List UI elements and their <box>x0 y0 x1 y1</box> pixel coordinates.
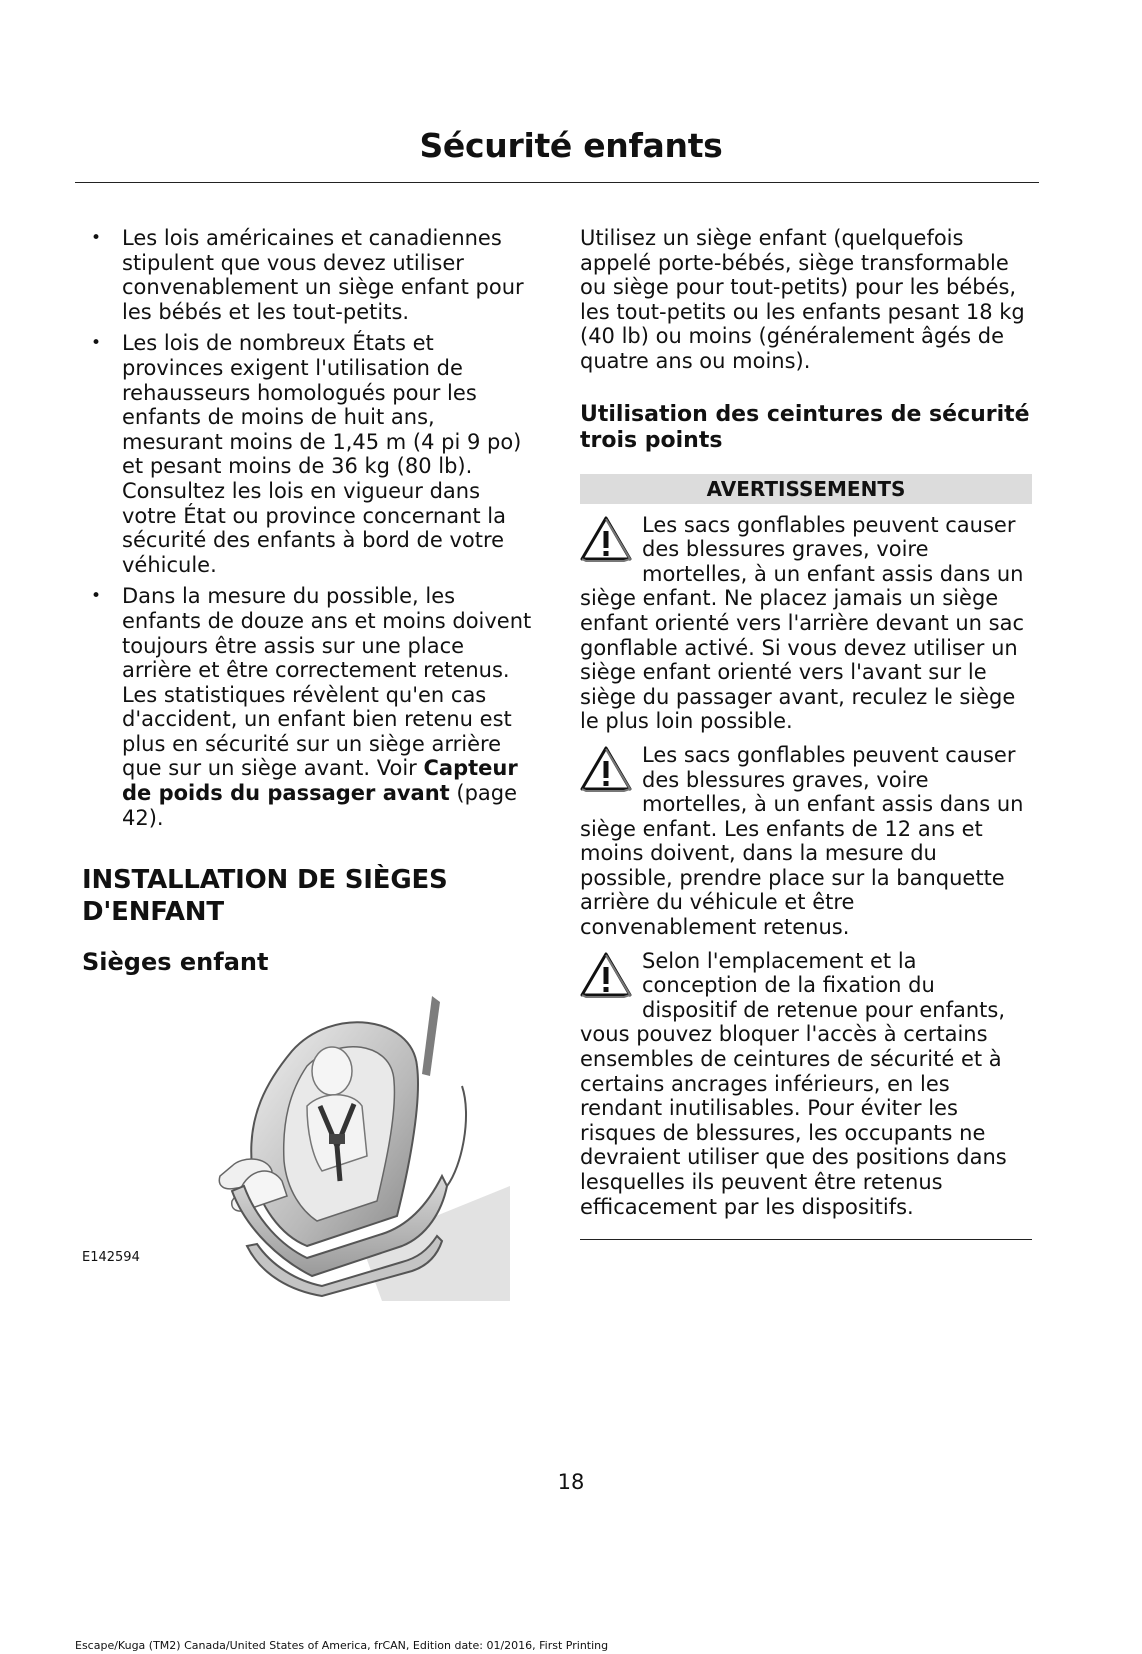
child-seat-image <box>212 996 512 1301</box>
list-item <box>82 331 537 577</box>
warning-block <box>580 743 1032 940</box>
warning-block <box>580 513 1032 734</box>
cross-reference-link[interactable]: Capteur de poids du passager avant <box>122 756 518 806</box>
warnings-header: AVERTISSEMENTS <box>580 474 1032 504</box>
warnings-end-divider <box>580 1239 1032 1240</box>
title-divider <box>75 182 1039 183</box>
bullet-icon: • <box>91 333 102 354</box>
subsection-heading: Utilisation des ceintures de sécurité trois points <box>580 401 1030 453</box>
child-seat-illustration <box>212 996 512 1301</box>
page-reference: (page 42). <box>122 781 518 830</box>
warning-triangle-icon <box>580 951 632 999</box>
page-title: Sécurité enfants <box>419 126 723 165</box>
bullet-icon: • <box>91 228 102 248</box>
left-column <box>82 226 537 1301</box>
subsection-heading: Sièges enfant <box>82 948 269 977</box>
warning-block <box>580 949 1032 1220</box>
bullet-text: Les lois américaines et canadiennes stipulent que vous devez utiliser convenablement un siège enfant pour les bébés et les tout-petits. <box>122 226 524 324</box>
page-number: 18 <box>557 1470 585 1494</box>
footer-edition-info: Escape/Kuga (TM2) Canada/United States of America, frCAN, Edition date: 01/2016, First Printing <box>75 1639 609 1652</box>
figure-id: E142594 <box>82 1250 140 1265</box>
warning-text: Les sacs gonflables peuvent causer des blessures graves, voire mortelles, à un enfant assis dans un siège enfant. Ne placez jamais un siège enfant orienté vers l'arrière devant un sac gonflable activé. Si vous devez utiliser un siège enfant orienté vers l'avant sur le siège du passager avant, reculez le siège le plus loin possible. <box>580 512 1024 734</box>
bullet-list <box>82 226 537 830</box>
bullet-icon: • <box>91 586 102 607</box>
warning-text: Les sacs gonflables peuvent causer des blessures graves, voire mortelles, à un enfant assis dans un siège enfant. Les enfants de 12 ans et moins doivent, dans la mesure du possible, prendre place sur la banquette arrière du véhicule et être convenablement retenus. <box>580 742 1024 940</box>
list-item <box>82 584 537 830</box>
warning-triangle-icon <box>580 515 632 563</box>
bullet-text: Les lois de nombreux États et provinces exigent l'utilisation de rehausseurs homologués pour les enfants de moins de huit ans, mesurant moins de 1,45 m (4 pi 9 po) et pesant moins de 36 kg (80 lb). Consultez les lois en vigueur dans votre État ou province concernant la sécurité des enfants à bord de votre véhicule. <box>122 331 522 577</box>
section-heading: INSTALLATION DE SIÈGES D'ENFANT <box>82 865 448 928</box>
warning-triangle-icon <box>580 745 632 793</box>
list-item <box>82 226 537 324</box>
intro-paragraph: Utilisez un siège enfant (quelquefois appelé porte-bébés, siège transformable ou siège pour tout-petits) pour les bébés, les tout-petits ou les enfants pesant 18 kg (40 lb) ou moins (généralement âgés de quatre ans ou moins). <box>580 226 1025 373</box>
warning-text: Selon l'emplacement et la conception de la fixation du dispositif de retenue pour enfants, vous pouvez bloquer l'accès à certains ensembles de ceintures de sécurité et à certains ancrages inférieurs, en les rendant inutilisables. Pour éviter les risques de blessures, les occupants ne devraient utiliser que des positions dans lesquelles ils peuvent être retenus efficacement par les dispositifs. <box>580 948 1007 1219</box>
right-column <box>580 226 1032 1240</box>
bullet-text: Dans la mesure du possible, les enfants de douze ans et moins doivent toujours être assis sur une place arrière et être correctement retenus. Les statistiques révèlent qu'en cas d'accident, un enfant bien retenu est plus en sécurité sur un siège arrière que sur un siège avant. Voir <box>122 584 532 781</box>
